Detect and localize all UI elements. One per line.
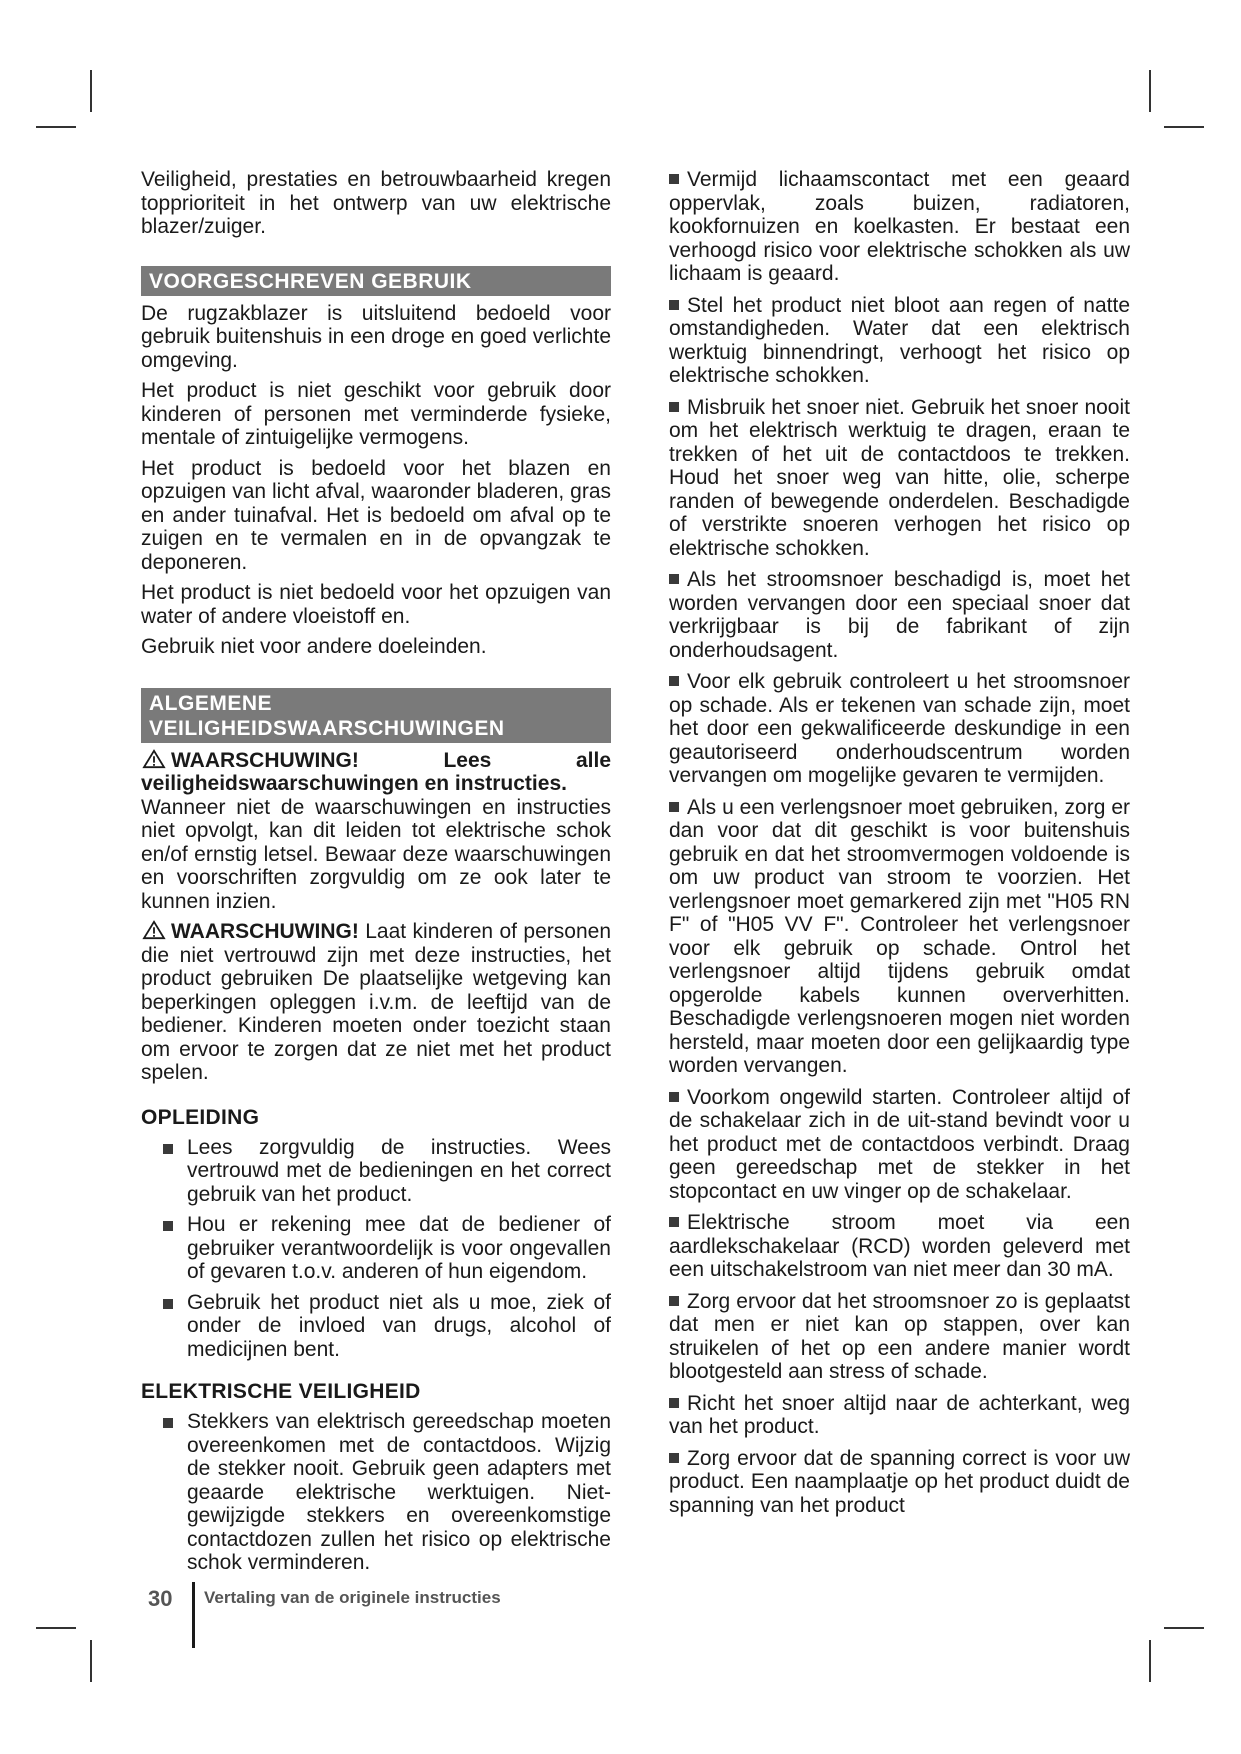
crop-mark-bottom-right-h — [1164, 1627, 1204, 1629]
warning-triangle-icon — [141, 749, 167, 769]
section-header-intended-use: VOORGESCHREVEN GEBRUIK — [141, 266, 611, 296]
safety-item-9: Zorg ervoor dat het stroomsnoer zo is geplaatst dat men er niet kan op stappen, over kan struikelen of het op een andere manier wordt blootgesteld aan stress of schade. — [669, 1289, 1130, 1383]
warning-2-text: Laat kinderen of personen die niet vertrouwd zijn met deze instructies, het product gebruiken De plaatselijke wetgeving kan beperkingen opleggen i.v.m. de leeftijd van de bediener. Kinderen moeten onder toezicht staan om ervoor te zorgen dat ze niet met het product spelen. — [141, 920, 611, 1084]
crop-mark-top-right-v — [1149, 70, 1151, 112]
bullet-square-icon — [669, 676, 679, 686]
warning-2-label: WAARSCHUWING! — [171, 920, 359, 943]
warning-1-label: WAARSCHUWING! Lees alle veiligheidswaarschuwingen en instructies. — [141, 748, 611, 795]
intended-use-p4: Het product is niet bedoeld voor het opzuigen van water of andere vloeistoff en. — [141, 581, 611, 628]
section-header-general-safety-line2: VEILIGHEIDSWAARSCHUWINGEN — [149, 716, 505, 740]
crop-mark-top-left-h — [36, 126, 76, 128]
bullet-square-icon — [163, 1299, 173, 1309]
intended-use-p3: Het product is bedoeld voor het blazen en opzuigen van licht afval, waaronder bladeren, gras en ander tuinafval. Het is bedoeld om afval op te zuigen en te vermalen en in de opvangzak te deponeren. — [141, 456, 611, 574]
bullet-square-icon — [669, 300, 679, 310]
training-heading: OPLEIDING — [141, 1105, 260, 1129]
bullet-square-icon — [163, 1144, 173, 1154]
footer-text: Vertaling van de originele instructies — [204, 1588, 501, 1607]
bullet-square-icon — [669, 1398, 679, 1408]
crop-mark-bottom-left-h — [36, 1627, 76, 1629]
safety-item-3: Misbruik het snoer niet. Gebruik het snoer nooit om het elektrisch werktuig te dragen, eraan te trekken of het uit de contactdoos te trekken. Houd het snoer weg van hitte, olie, scherpe randen of bewegende onderdelen. Beschadigde of verstrikte snoeren verhogen het risico op elektrische schokken. — [669, 395, 1130, 560]
intended-use-p5: Gebruik niet voor andere doeleinden. — [141, 635, 487, 658]
page-number: 30 — [148, 1586, 173, 1611]
crop-mark-bottom-right-v — [1149, 1640, 1151, 1682]
intro-paragraph: Veiligheid, prestaties en betrouwbaarheid kregen topprioriteit in het ontwerp van uw elektrische blazer/zuiger. — [141, 168, 611, 238]
right-column — [660, 168, 1130, 1525]
warning-1-text: Wanneer niet de waarschuwingen en instructies niet opvolgt, kan dit leiden tot elektrische schok en/of ernstig letsel. Bewaar deze waarschuwingen en voorschriften zorgvuldig om ze ook later te kunnen inzien. — [141, 795, 611, 913]
training-item-3: Gebruik het product niet als u moe, ziek of onder de invloed van drugs, alcohol of medicijnen bent. — [141, 1291, 611, 1362]
bullet-square-icon — [669, 1453, 679, 1463]
electrical-safety-heading: ELEKTRISCHE VEILIGHEID — [141, 1380, 421, 1403]
safety-item-7: Voorkom ongewild starten. Controleer altijd of de schakelaar zich in de uit-stand bevindt voor u het product met de contactdoos verbindt. Draag geen gereedschap met de stekker in het stopcontact en uw vinger op de schakelaar. — [669, 1085, 1130, 1203]
warning-paragraph-2 — [141, 920, 611, 1085]
bullet-square-icon — [669, 1092, 679, 1102]
bullet-square-icon — [669, 402, 679, 412]
safety-item-11: Zorg ervoor dat de spanning correct is voor uw product. Een naamplaatje op het product duidt de spanning van het product — [669, 1446, 1130, 1517]
training-item-1: Lees zorgvuldig de instructies. Wees vertrouwd met de bedieningen en het correct gebruik van het product. — [141, 1136, 611, 1207]
bullet-square-icon — [163, 1418, 173, 1428]
footer-divider — [192, 1582, 195, 1648]
bullet-square-icon — [669, 802, 679, 812]
safety-item-6: Als u een verlengsnoer moet gebruiken, zorg er dan voor dat dit geschikt is voor buitenshuis gebruik en dat het stroomvermogen voldoende is om uw product van stroom te voorzien. Het verlengsnoer moet gemarkered zijn met "H05 RN F" of "H05 VV F". Controleer het verlengsnoer voor elk gebruik op schade. Ontrol het verlengsnoer altijd tijdens gebruik omdat opgerolde kabels kunnen oververhitten. Beschadigde verlengsnoeren mogen niet worden hersteld, maar moeten door een gelijkaardig type worden vervangen. — [669, 795, 1130, 1077]
bullet-square-icon — [669, 1217, 679, 1227]
crop-mark-top-right-h — [1164, 126, 1204, 128]
safety-item-2: Stel het product niet bloot aan regen of natte omstandigheden. Water dat een elektrisch werktuig binnendringt, verhoogt het risico op elektrische schokken. — [669, 293, 1130, 387]
safety-item-4: Als het stroomsnoer beschadigd is, moet het worden vervangen door een speciaal snoer dat verkrijgbaar is bij de fabrikant of zijn onderhoudsagent. — [669, 568, 1130, 662]
bullet-square-icon — [163, 1221, 173, 1231]
training-item-2: Hou er rekening mee dat de bediener of gebruiker verantwoordelijk is voor ongevallen of gevaren t.o.v. anderen of hun eigendom. — [141, 1213, 611, 1284]
safety-item-1: Vermijd lichaamscontact met een geaard oppervlak, zoals buizen, radiatoren, kookfornuizen en koelkasten. Er bestaat een verhoogd risico voor elektrische schokken als uw lichaam is geaard. — [669, 168, 1130, 285]
intended-use-p1: De rugzakblazer is uitsluitend bedoeld voor gebruik buitenshuis in een droge en goed verlichte omgeving. — [141, 301, 611, 372]
section-header-general-safety — [141, 688, 611, 743]
bullet-square-icon — [669, 1296, 679, 1306]
section-header-general-safety-line1: ALGEMENE — [149, 691, 273, 715]
bullet-square-icon — [669, 174, 679, 184]
crop-mark-top-left-v — [90, 70, 92, 112]
safety-item-10: Richt het snoer altijd naar de achterkant, weg van het product. — [669, 1391, 1130, 1438]
bullet-square-icon — [669, 574, 679, 584]
electrical-item-1: Stekkers van elektrisch gereedschap moeten overeenkomen met de contactdoos. Wijzig de stekker nooit. Gebruik geen adapters met geaarde elektrische werktuigen. Niet-gewijzigde stekkers en overeenkomstige contactdozen zullen het risico op elektrische schok verminderen. — [141, 1410, 611, 1575]
safety-item-8: Elektrische stroom moet via een aardlekschakelaar (RCD) worden geleverd met een uitschakelstroom van niet meer dan 30 mA. — [669, 1211, 1130, 1281]
warning-paragraph-1 — [141, 749, 611, 796]
warning-triangle-icon — [141, 920, 167, 940]
crop-mark-bottom-left-v — [90, 1640, 92, 1682]
safety-item-5: Voor elk gebruik controleert u het stroomsnoer op schade. Als er tekenen van schade zijn, moet het door een gekwalificeerde deskundige in een geautoriseerd onderhoudscentrum worden vervangen om mogelijke gevaren te vermijden. — [669, 670, 1130, 787]
intended-use-p2: Het product is niet geschikt voor gebruik door kinderen of personen met verminderde fysieke, mentale of zintuigelijke vermogens. — [141, 379, 611, 449]
left-column — [141, 168, 611, 1582]
